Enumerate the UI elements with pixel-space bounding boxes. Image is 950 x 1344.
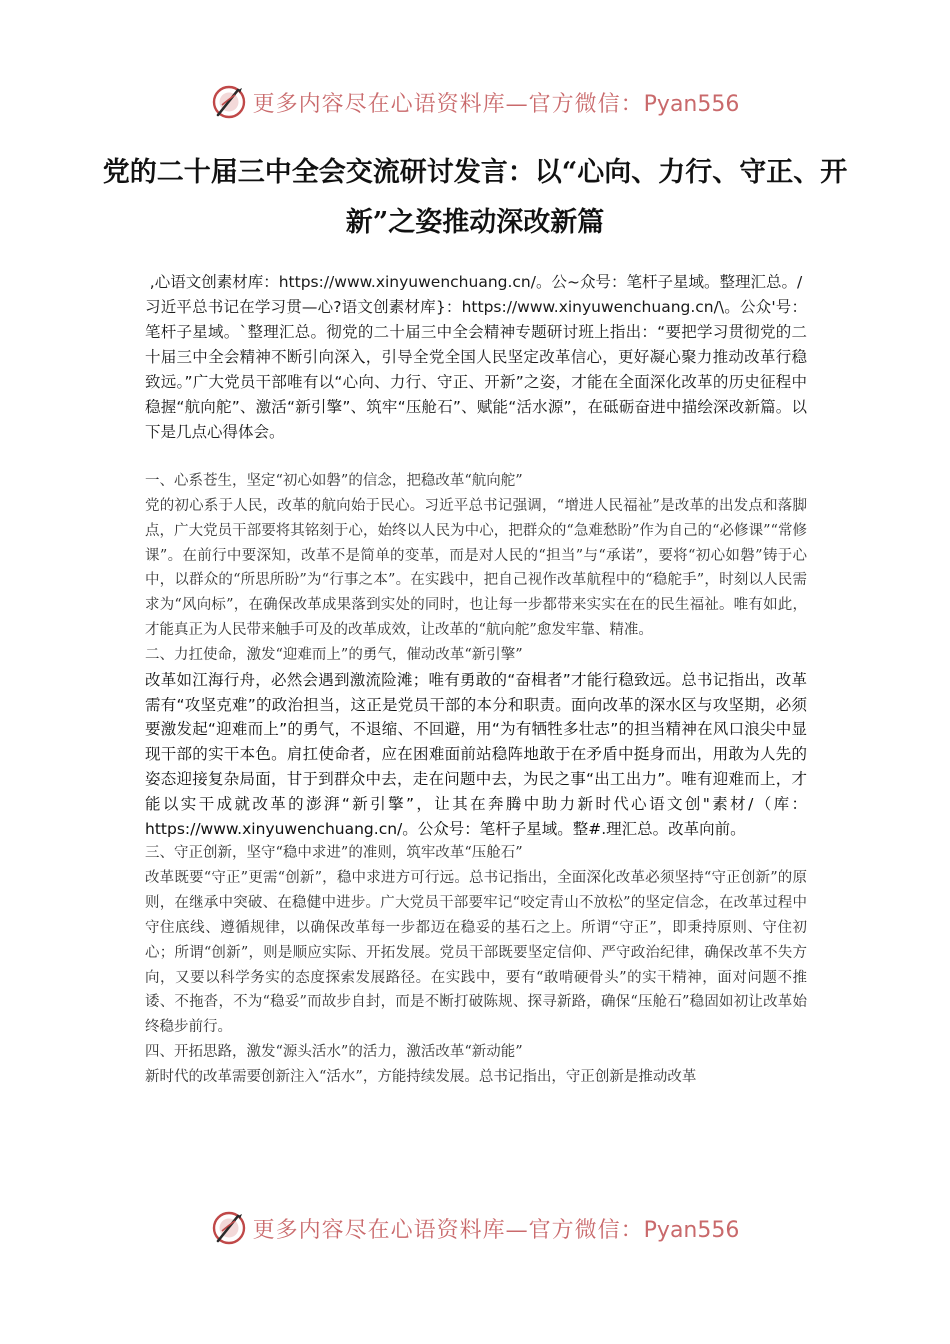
header-banner — [0, 82, 950, 122]
document-body — [145, 270, 807, 1090]
intro-paragraph: 习近平总书记在学习贯—心?语文创素材库}：https://www.xinyuwenchuang.cn/\。公众'号：笔杆子星域。`整理汇总。彻党的二十届三中全会精神专题研讨班上指出：“要把学习贯彻党的二十届三中全会精神不断引向深入，引导全党全国人民坚定改革信心，更好凝心聚力推动改革行稳致远。”广大党员干部唯有以“心向、力行、守正、开新”之姿，才能在全面深化改革的历史征程中稳握“航向舵”、激活“新引擎”、筑牢“压舱石”、赋能“活水源”，在砥砺奋进中描绘深改新篇。以下是几点心得体会。 — [145, 298, 807, 441]
source-note: ,心语文创素材库：https://www.xinyuwenchuang.cn/。公~众号：笔杆子星域。整理汇总。/ — [149, 273, 803, 291]
section-heading-2: 二、力扛使命，激发“迎难而上”的勇气，催动改革“新引擎” — [145, 646, 523, 663]
section-heading-1: 一、心系苍生，坚定“初心如磐”的信念，把稳改革“航向舵” — [145, 473, 523, 489]
section-body-4: 新时代的改革需要创新注入“活水”，方能持续发展。总书记指出，守正创新是推动改革 — [145, 1068, 697, 1085]
quill-ink-logo-icon — [211, 1210, 247, 1246]
section-heading-4: 四、开拓思路，激发“源头活水”的活力，激活改革“新动能” — [145, 1043, 523, 1060]
banner-text — [253, 87, 740, 118]
section-body-3: 改革既要“守正”更需“创新”，稳中求进方可行远。总书记指出，全面深化改革必须坚持“守正创新”的原则，在继承中突破、在稳健中进步。广大党员干部要牢记“咬定青山不放松”的坚定信念，在改革过程中守住底线、遵循规律，以确保改革每一步都迈在稳妥的基石之上。所谓“守正”，即秉持原则、守住初心；所谓“创新”，则是顺应实际、开拓发展。党员干部既要坚定信仰、严守政治纪律，确保改革不失方向，又要以科学务实的态度探索发展路径。在实践中，要有“敢啃硬骨头”的实干精神，面对问题不推诿、不拖沓，不为“稳妥”而故步自封，而是不断打破陈规、探寻新路，确保“压舱石”稳固如初让改革始终稳步前行。 — [145, 870, 807, 1036]
section-body-2: 改革如江海行舟，必然会遇到激流险滩；唯有勇敢的“奋楫者”才能行稳致远。总书记指出，改革需有“攻坚克难”的政治担当，这正是党员干部的本分和职责。面向改革的深水区与攻坚期，必须要激发起“迎难而上”的勇气，不退缩、不回避，用“为有牺牲多壮志”的担当精神在风口浪尖中显现干部的实干本色。肩扛使命者，应在困难面前站稳阵地敢于在矛盾中挺身而出，用敢为人先的姿态迎接复杂局面，甘于到群众中去，走在问题中去，为民之事“出工出力”。唯有迎难而上，才能以实干成就改革的澎湃“新引擎”，让其在奔腾中助力新时代心语文创"素材/（库：https://www.xinyuwenchuang.cn/。公众号：笔杆子星域。整#.理汇总。改革向前。 — [145, 670, 807, 838]
document-title: 党的二十届三中全会交流研讨发言：以“心向、力行、守正、开新”之姿推动深改新篇 — [102, 157, 848, 238]
banner-wechat-handle: Pyan556 — [643, 1217, 740, 1243]
footer-banner — [0, 1208, 950, 1248]
banner-label: 更多内容尽在心语资料库—官方微信： — [252, 91, 644, 117]
banner-label: 更多内容尽在心语资料库—官方微信： — [252, 1217, 644, 1243]
banner-text — [253, 1213, 740, 1244]
section-body-1: 党的初心系于人民，改革的航向始于民心。习近平总书记强调，“增进人民福祉”是改革的出发点和落脚点，广大党员干部要将其铭刻于心，始终以人民为中心，把群众的“急难愁盼”作为自己的“必修课”“常修课”。在前行中要深知，改革不是简单的变革，而是对人民的“担当”与“承诺”，要将“初心如磐”铸于心中，以群众的“所思所盼”为“行事之本”。在实践中，把自己视作改革航程中的“稳舵手”，时刻以人民需求为“风向标”，在确保改革成果落到实处的同时，也让每一步都带来实实在在的民生福祉。唯有如此，才能真正为人民带来触手可及的改革成效，让改革的“航向舵”愈发牢靠、精准。 — [145, 498, 807, 638]
quill-ink-logo-icon — [211, 84, 247, 120]
section-heading-3: 三、守正创新，坚守“稳中求进”的准则，筑牢改革“压舱石” — [145, 845, 523, 862]
banner-wechat-handle: Pyan556 — [643, 91, 740, 117]
paragraph-spacer — [145, 445, 807, 469]
